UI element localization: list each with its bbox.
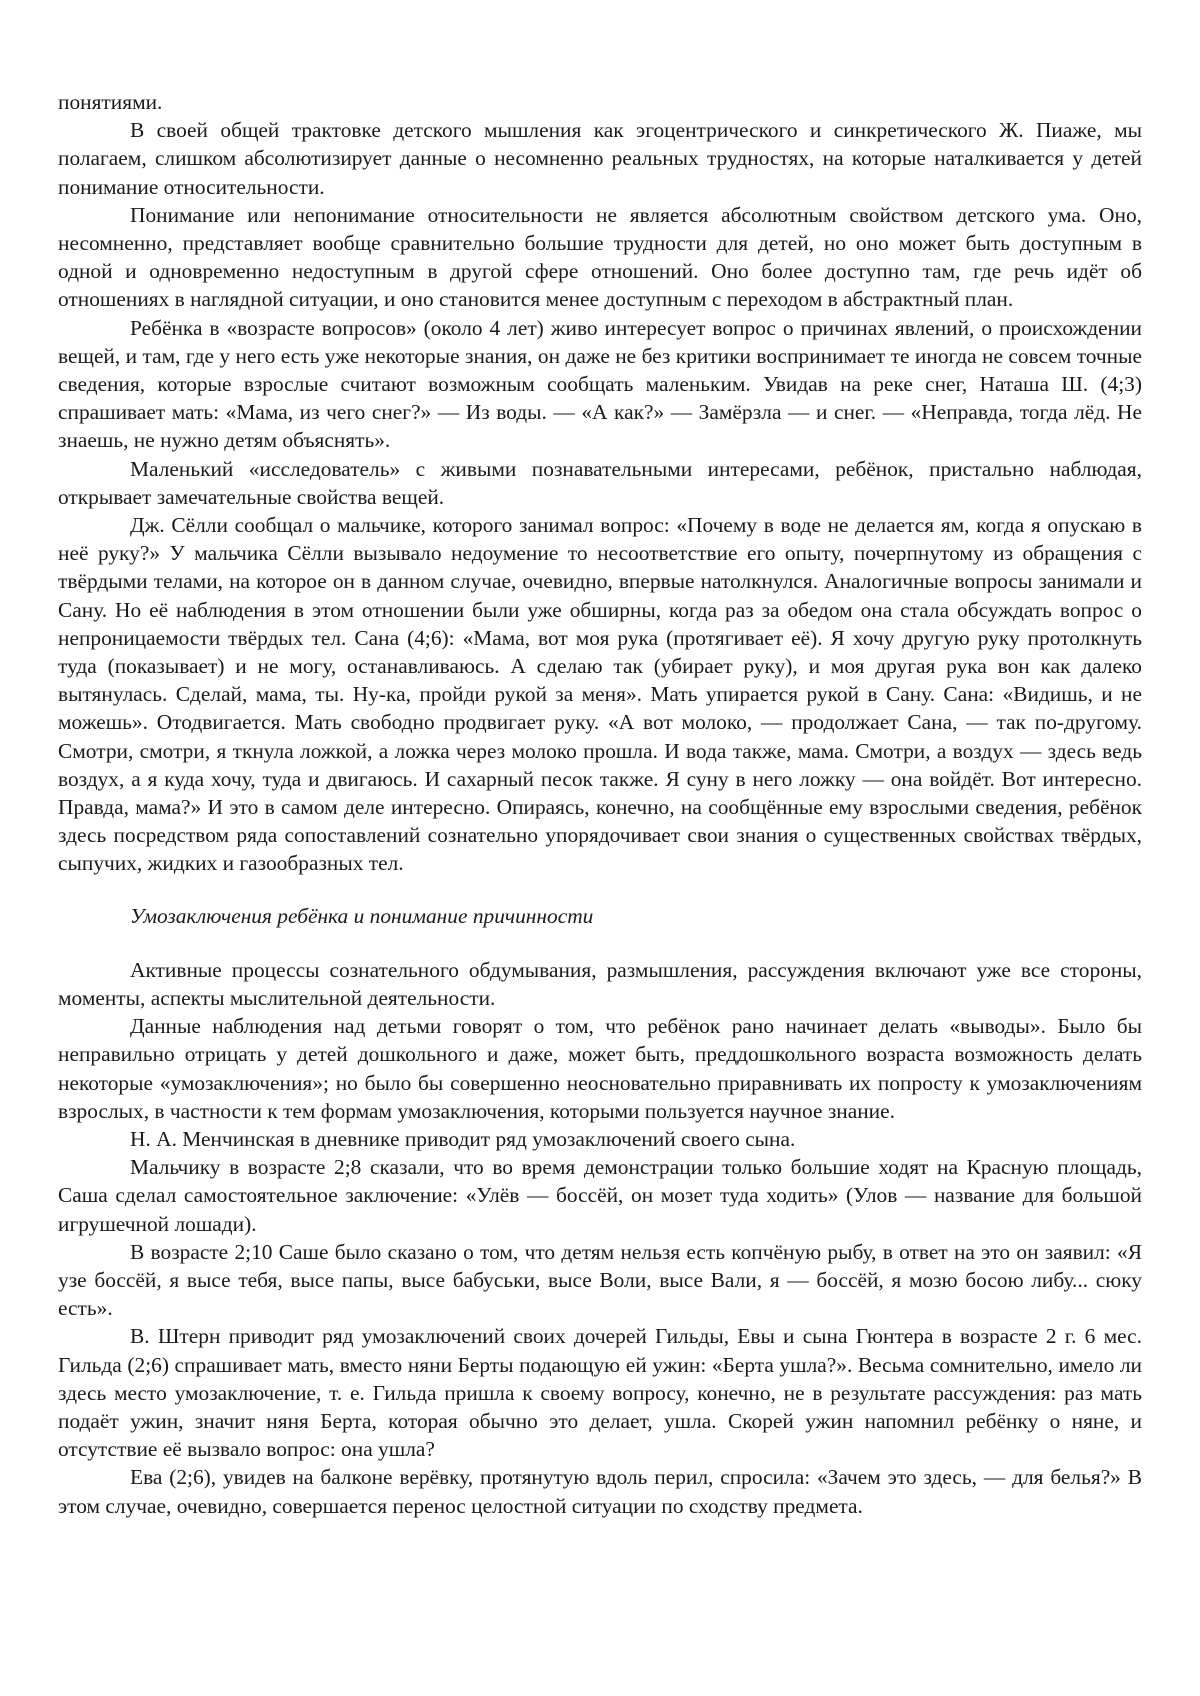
paragraph: Дж. Сёлли сообщал о мальчике, которого занимал вопрос: «Почему в воде не делается ям, когда я опускаю в неё руку?» У мальчика Сёлли вызывало недоумение то несоответствие его опыту, почерпнутому из обращения с твёрдыми телами, на которое он в данном случае, очевидно, впервые натолкнулся. Аналогичные вопросы занимали и Сану. Но её наблюдения в этом отношении были уже обширны, когда раз за обедом она стала обсуждать вопрос о непроницаемости твёрдых тел. Сана (4;6): «Мама, вот моя рука (протягивает её). Я хочу другую руку протолкнуть туда (показывает) и не могу, останавливаюсь. А сделаю так (убирает руку), и моя другая рука вон как далеко вытянулась. Сделай, мама, ты. Ну-ка, пройди рукой за меня». Мать упирается рукой в Сану. Сана: «Видишь, и не можешь». Отодвигается. Мать свободно продвигает руку. «А вот молоко, — продолжает Сана, — так по-другому. Смотри, смотри, я ткнула ложкой, а ложка через молоко прошла. И вода также, мама. Смотри, а воздух — здесь ведь воздух, а я куда хочу, туда и двигаюсь. И сахарный песок также. Я суну в него ложку — она войдёт. Вот интересно. Правда, мама?» И это в самом деле интересно. Опираясь, конечно, на сообщённые ему взрослыми сведения, ребёнок здесь посредством ряда сопоставлений сознательно упорядочивает свои знания о существенных свойствах твёрдых, сыпучих, жидких и газообразных тел. [58,513,1142,876]
paragraph: В своей общей трактовке детского мышления как эгоцентрического и синкретического Ж. Пиаже, мы полагаем, слишком абсолютизирует данные о несомненно реальных трудностях, на которые наталкивается у детей понимание относительности. [58,118,1142,199]
document-page [58,88,1142,1520]
paragraph: Мальчику в возрасте 2;8 сказали, что во время демонстрации только большие ходят на Красную площадь, Саша сделал самостоятельное заключение: «Улёв — боссёй, он мозет туда ходить» (Улов — название для большой игрушечной лошади). [58,1155,1142,1236]
paragraph: В возрасте 2;10 Саше было сказано о том, что детям нельзя есть копчёную рыбу, в ответ на это он заявил: «Я узе боссёй, я высе тебя, высе папы, высе бабуськи, высе Воли, высе Вали, я — боссёй, я мозю босою либу... сюку есть». [58,1239,1142,1321]
paragraph: Ребёнка в «возрасте вопросов» (около 4 лет) живо интересует вопрос о причинах явлений, о происхождении вещей, и там, где у него есть уже некоторые знания, он даже не без критики воспринимает те иногда не совсем точные сведения, которые взрослые считают возможным сообщать маленьким. Увидав на реке снег, Наташа Ш. (4;3) спрашивает мать: «Мама, из чего снег?» — Из воды. — «А как?» — Замёрзла — и снег. — «Неправда, тогда лёд. Не знаешь, не нужно детям объяснять». [58,315,1142,453]
paragraph: Активные процессы сознательного обдумывания, размышления, рассуждения включают уже все стороны, моменты, аспекты мыслительной деятельности. [58,957,1142,1010]
paragraph: Ева (2;6), увидев на балконе верёвку, протянутую вдоль перил, спросила: «Зачем это здесь, — для белья?» В этом случае, очевидно, совершается перенос целостной ситуации по сходству предмета. [58,1465,1142,1518]
paragraph: Н. А. Менчинская в дневнике приводит ряд умозаключений своего сына. [130,1126,796,1151]
section-spacer [58,930,1142,956]
paragraph: Маленький «исследователь» с живыми познавательными интересами, ребёнок, пристально наблюдая, открывает замечательные свойства вещей. [58,456,1142,509]
paragraph: В. Штерн приводит ряд умозаключений своих дочерей Гильды, Евы и сына Гюнтера в возрасте 2 г. 6 мес. Гильда (2;6) спрашивает мать, вместо няни Берты подающую ей ужин: «Берта ушла?». Весьма сомнительно, имело ли здесь место умозаключение, т. е. Гильда пришла к своему вопросу, конечно, не в результате рассуждения: раз мать подаёт ужин, значит няня Берта, которая обычно это делает, ушла. Скорей ужин напомнил ребёнку о няне, и отсутствие её вызвало вопрос: она ушла? [58,1324,1142,1462]
paragraph: Данные наблюдения над детьми говорят о том, что ребёнок рано начинает делать «выводы». Было бы неправильно отрицать у детей дошкольного и даже, может быть, преддошкольного возраста возможность делать некоторые «умозаключения»; но было бы совершенно неосновательно приравнивать их попросту к умозаключениям взрослых, в частности к тем формам умозаключения, которыми пользуется научное знание. [58,1014,1142,1123]
paragraph: понятиями. [58,90,163,114]
section-heading: Умозаключения ребёнка и понимание причинности [130,903,594,928]
paragraph: Понимание или непонимание относительности не является абсолютным свойством детского ума. Оно, несомненно, представляет вообще сравнительно большие трудности для детей, но оно может быть доступным в одной и одновременно недоступным в другой сфере отношений. Оно более доступно там, где речь идёт об отношениях в наглядной ситуации, и оно становится менее доступным с переходом в абстрактный план. [58,202,1142,312]
